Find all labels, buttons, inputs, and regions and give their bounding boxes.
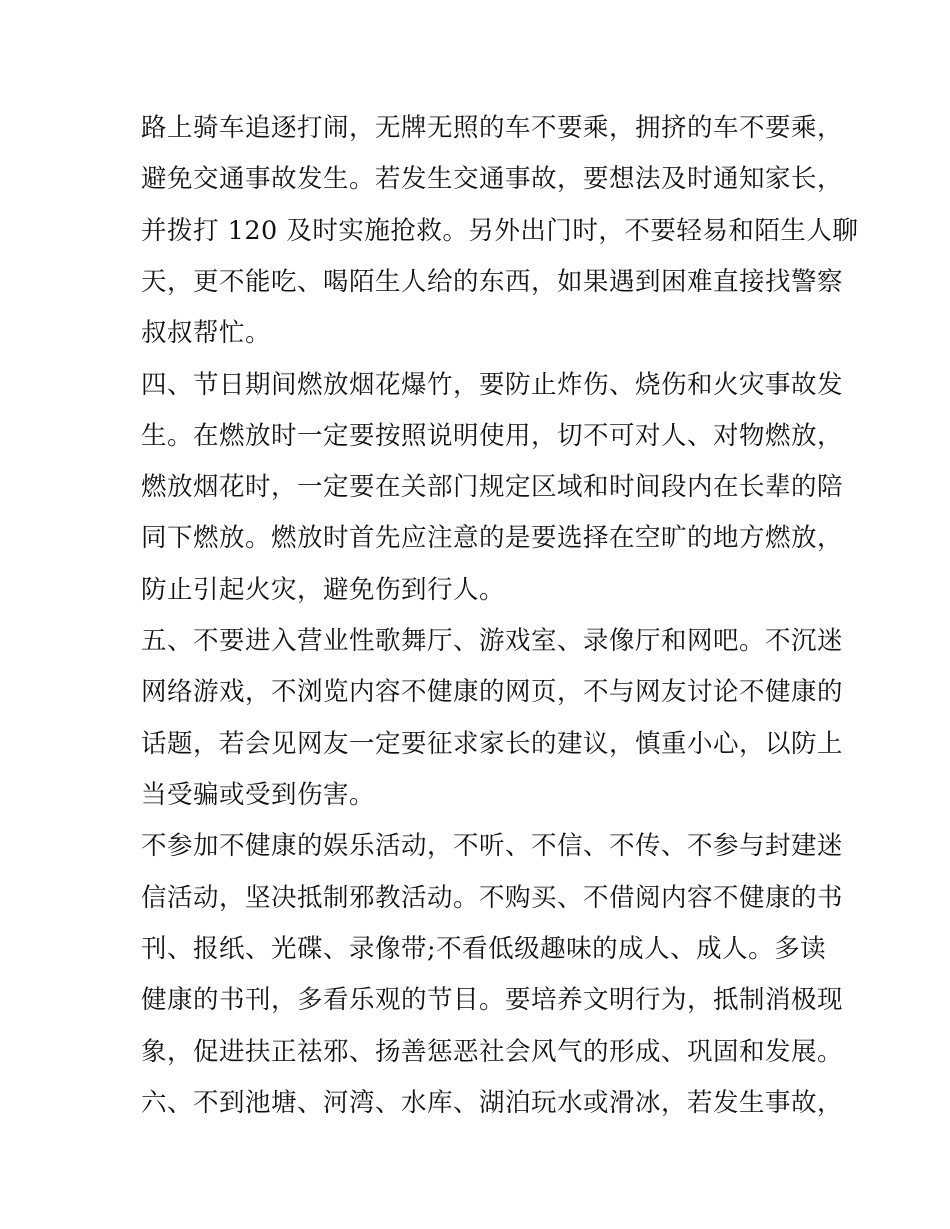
text-line: 同下燃放。燃放时首先应注意的是要选择在空旷的地方燃放， (141, 523, 844, 553)
text-line: 网络游戏，不浏览内容不健康的网页，不与网友讨论不健康的 (141, 677, 844, 707)
text-line: 六、不到池塘、河湾、水库、湖泊玩水或滑冰，若发生事故， (141, 1088, 844, 1118)
text-line: 话题，若会见网友一定要征求家长的建议，慎重小心，以防上 (141, 729, 844, 759)
text-line: 健康的书刊，多看乐观的节目。要培养文明行为，抵制消极现 (141, 985, 844, 1015)
text-line: 信活动，坚决抵制邪教活动。不购买、不借阅内容不健康的书 (141, 883, 844, 913)
text-line: 叔叔帮忙。 (141, 318, 272, 348)
text-line: 不参加不健康的娱乐活动，不听、不信、不传、不参与封建迷 (141, 831, 844, 861)
text-line: 避免交通事故发生。若发生交通事故，要想法及时通知家长， (141, 164, 844, 194)
text-line: 防止引起火灾，避免伤到行人。 (141, 575, 506, 605)
text-line: 四、节日期间燃放烟花爆竹，要防止炸伤、烧伤和火灾事故发 (141, 370, 844, 400)
text-line: 刊、报纸、光碟、录像带;不看低级趣味的成人、成人。多读 (141, 934, 827, 964)
text-line: 燃放烟花时，一定要在关部门规定区域和时间段内在长辈的陪 (141, 472, 844, 502)
text-line: 天，更不能吃、喝陌生人给的东西，如果遇到困难直接找警察 (141, 267, 844, 297)
text-line: 路上骑车追逐打闹，无牌无照的车不要乘，拥挤的车不要乘， (141, 113, 844, 143)
text-line: 并拨打 120 及时实施抢救。另外出门时，不要轻易和陌生人聊 (141, 216, 859, 246)
text-line: 生。在燃放时一定要按照说明使用，切不可对人、对物燃放， (141, 421, 844, 451)
text-line: 当受骗或受到伤害。 (141, 780, 376, 810)
text-line: 象，促进扶正祛邪、扬善惩恶社会风气的形成、巩固和发展。 (141, 1037, 844, 1067)
text-line: 五、不要进入营业性歌舞厅、游戏室、录像厅和网吧。不沉迷 (141, 626, 844, 656)
